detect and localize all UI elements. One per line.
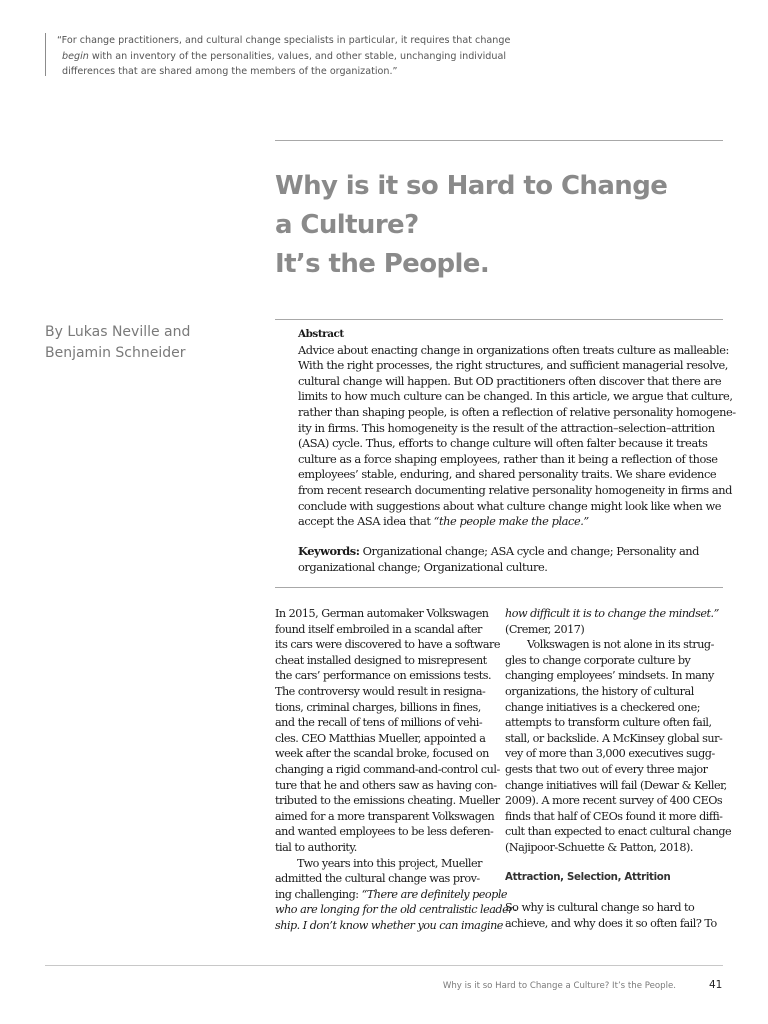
body-line: its cars were discovered to have a software (275, 638, 500, 652)
pull-quote-line-1: “For change practitioners, and cultural change specialists in particular, it requires that change (57, 35, 511, 46)
body-line: change initiatives is a checkered one; (505, 700, 700, 714)
body-line: change initiatives will fail (Dewar & Keller, (505, 778, 727, 792)
body-line-quote-end (505, 606, 720, 622)
abstract-line: With the right processes, the right structures, and sufficient managerial resolve, (298, 358, 728, 373)
body-line: and the recall of tens of millions of vehi- (275, 716, 483, 730)
body-line: admitted the cultural change was prov- (275, 872, 480, 886)
abstract-last-line (298, 514, 712, 530)
mueller-quote: ship. I don’t know whether you can imagine (275, 918, 503, 932)
pull-quote-line-2-rest: with an inventory of the personalities, values, and other stable, unchanging individual (88, 50, 507, 62)
body-column-left (275, 606, 517, 933)
body-line: and wanted employees to be less deferen- (275, 825, 494, 839)
keywords-line-2: organizational change; Organizational culture. (298, 559, 548, 574)
body-line: attempts to transform culture often fail, (505, 716, 712, 730)
page-footer (0, 979, 768, 995)
footer-divider (45, 965, 723, 966)
abstract-line: from recent research documenting relative personality homogeneity in firms and (298, 482, 732, 497)
body-column-right (505, 606, 732, 931)
abstract-last-line-plain: accept the ASA idea that (298, 514, 434, 529)
top-divider (275, 140, 723, 141)
body-line: In 2015, German automaker Volkswagen (275, 607, 489, 620)
body-line: changing employees’ mindsets. In many (505, 669, 714, 683)
keywords-line-1-text: Organizational change; ASA cycle and change; Personality and (359, 544, 700, 558)
body-line: cult than expected to enact cultural change (505, 825, 732, 839)
abstract-line: culture as a force shaping employees, rather than it being a reflection of those (298, 451, 718, 466)
keywords (298, 544, 712, 575)
mueller-quote: who are longing for the old centralistic leader- (275, 903, 517, 917)
body-line: gests that two out of every three major (505, 762, 708, 776)
body-line: tions, criminal charges, billions in fines, (275, 700, 481, 714)
abstract-line: employees’ stable, enduring, and shared personality traits. We share evidence (298, 467, 717, 482)
authors-line-1: By Lukas Neville and (45, 324, 191, 340)
mueller-quote: how difficult it is to change the mindset.” (505, 607, 719, 620)
mueller-quote: “There are definitely people (361, 887, 508, 901)
pull-quote-emphasis: begin (62, 50, 89, 62)
body-line-quote (275, 918, 503, 934)
page-number: 41 (709, 979, 723, 991)
body-line: found itself embroiled in a scandal after (275, 622, 482, 636)
running-title: Why is it so Hard to Change a Culture? It’s the People. (442, 981, 676, 991)
abstract-heading: Abstract (298, 328, 344, 340)
body-line: cheat installed designed to misrepresent (275, 653, 487, 667)
abstract (298, 327, 736, 530)
body-line: ture that he and others saw as having con- (275, 778, 497, 792)
body-line: gles to change corporate culture by (505, 653, 691, 667)
body-line: tial to authority. (275, 840, 357, 854)
title-line-3: It’s the People. (275, 249, 490, 279)
keywords-label: Keywords: (298, 544, 360, 558)
abstract-line: limits to how much culture can be changed. In this article, we argue that culture, (298, 389, 733, 404)
article-title (275, 167, 695, 284)
pull-quote-line-3: differences that are shared among the members of the organization.” (62, 66, 398, 77)
body-line-quote (275, 902, 517, 918)
body-line: week after the scandal broke, focused on (275, 747, 489, 761)
title-line-1: Why is it so Hard to Change (275, 171, 668, 201)
abstract-line: (ASA) cycle. Thus, efforts to change culture will often falter because it treats (298, 436, 708, 451)
abstract-line: conclude with suggestions about what culture change might look like when we (298, 498, 722, 513)
body-line: So why is cultural change so hard to (505, 901, 695, 915)
abstract-top-divider (275, 319, 723, 320)
keywords-line-1 (298, 544, 712, 560)
abstract-bottom-divider (275, 587, 723, 588)
authors (45, 322, 265, 364)
pull-quote-line-2 (57, 49, 507, 65)
abstract-quote: “the people make the place.” (433, 514, 589, 529)
body-line: (Najipoor-Schuette & Patton, 2018). (505, 840, 693, 854)
section-subheading: Attraction, Selection, Attrition (505, 871, 671, 883)
body-line: cles. CEO Matthias Mueller, appointed a (275, 731, 486, 745)
body-line: organizations, the history of cultural (505, 684, 694, 698)
body-line: 2009). A more recent survey of 400 CEOs (505, 794, 723, 808)
body-line-plain: ing challenging: (275, 887, 362, 901)
citation: (Cremer, 2017) (505, 622, 585, 636)
abstract-line: cultural change will happen. But OD practitioners often discover that there are (298, 373, 722, 388)
body-line: tributed to the emissions cheating. Mueller (275, 794, 500, 808)
body-line: aimed for a more transparent Volkswagen (275, 809, 495, 823)
body-line: the cars’ performance on emissions tests. (275, 669, 492, 683)
body-line: The controversy would result in resigna- (275, 684, 486, 698)
body-line: finds that half of CEOs found it more diffi- (505, 809, 723, 823)
title-line-2: a Culture? (275, 210, 419, 240)
pull-quote (45, 33, 511, 77)
body-line: stall, or backslide. A McKinsey global sur- (505, 731, 723, 745)
body-line: achieve, and why does it so often fail? To (505, 916, 717, 930)
body-line: Volkswagen is not alone in its strug- (527, 638, 714, 652)
body-line: changing a rigid command-and-control cul- (275, 762, 500, 776)
abstract-line: rather than shaping people, is often a reflection of relative personality homogene- (298, 404, 736, 419)
abstract-line: ity in firms. This homogeneity is the result of the attraction–selection–attrition (298, 420, 715, 435)
body-line: vey of more than 3,000 executives sugg- (505, 747, 715, 761)
body-line-quote-start (275, 887, 508, 903)
authors-line-2: Benjamin Schneider (45, 345, 186, 361)
abstract-line: Advice about enacting change in organizations often treats culture as malleable: (298, 342, 729, 357)
body-line: Two years into this project, Mueller (297, 856, 482, 870)
